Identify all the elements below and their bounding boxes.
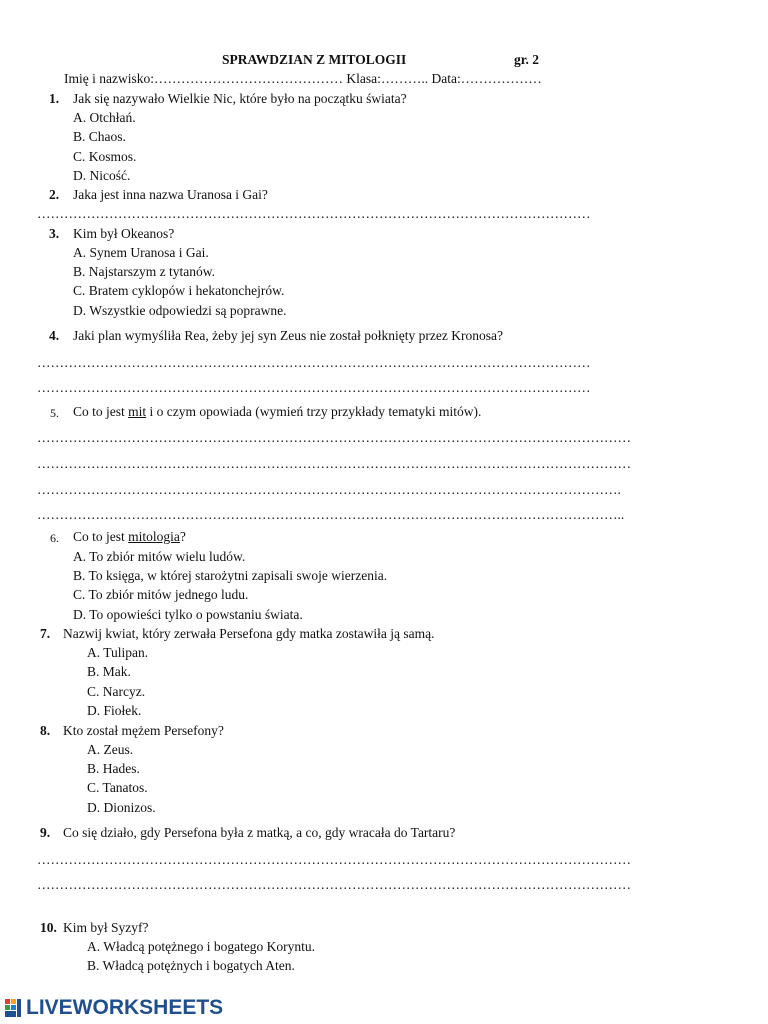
q1-option-b: B. Chaos. [73,129,126,144]
q8-option-c: C. Tanatos. [87,780,148,795]
answer-line: …………………………………………………………………………………………………………………… [37,430,631,445]
question-1-text: Jak się nazywało Wielkie Nic, które było na początku świata? [73,91,407,106]
question-number: 4. [49,328,60,343]
question-number: 1. [49,91,60,106]
liveworksheets-logo[interactable] [4,995,223,1021]
question-number: 8. [40,723,51,738]
question-3-text: Kim był Okeanos? [73,226,175,241]
answer-line: …………………………………………………………………………………………………………… [37,380,591,395]
q8-option-a: A. Zeus. [87,742,134,757]
answer-line: …………………………………………………………………………………………………………………… [37,456,631,471]
question-number: 2. [49,187,60,202]
question-number: 5. [50,406,59,420]
question-number: 3. [49,226,60,241]
question-9-text: Co się działo, gdy Persefona była z matką, a co, gdy wracała do Tartaru? [63,825,456,840]
question-6-text: Co to jest mitologia? [73,529,186,544]
logo-text: LIVEWORKSHEETS [26,996,224,1019]
question-number: 7. [40,626,51,641]
question-number: 9. [40,825,51,840]
question-number: 6. [50,531,59,545]
q6-option-c: C. To zbiór mitów jednego ludu. [73,587,249,602]
q3-option-d: D. Wszystkie odpowiedzi są poprawne. [73,303,287,318]
answer-line: ………………………………………………………………………………………………………………….. [37,507,625,522]
q3-option-a: A. Synem Uranosa i Gai. [73,245,209,260]
q10-option-b: B. Władcą potężnych i bogatych Aten. [87,958,295,973]
q1-option-d: D. Nicość. [73,168,131,183]
answer-line: …………………………………………………………………………………………………………………… [37,852,631,867]
term-underlined: mitologia [128,529,180,544]
q7-option-b: B. Mak. [87,664,131,679]
answer-line: …………………………………………………………………………………………………………… [37,206,591,221]
page-title: SPRAWDZIAN Z MITOLOGII [222,52,407,67]
question-2-text: Jaka jest inna nazwa Uranosa i Gai? [73,187,268,202]
q6-option-b: B. To księga, w której starożytni zapisali swoje wierzenia. [73,568,388,583]
q6-option-a: A. To zbiór mitów wielu ludów. [73,549,246,564]
q6-option-d: D. To opowieści tylko o powstaniu świata. [73,607,303,622]
q3-option-c: C. Bratem cyklopów i hekatonchejrów. [73,283,285,298]
q10-option-a: A. Władcą potężnego i bogatego Koryntu. [87,939,316,954]
question-5-text: Co to jest mit i o czym opowiada (wymień trzy przykłady tematyki mitów). [73,404,482,419]
question-7-text: Nazwij kwiat, który zerwała Persefona gdy matka zostawiła ją samą. [63,626,435,641]
answer-line: …………………………………………………………………………………………………………………… [37,877,631,892]
q8-option-b: B. Hades. [87,761,140,776]
student-info-fields: Imię i nazwisko:…………………………………… Klasa:……….. Data:……………… [64,71,542,86]
question-number: 10. [40,920,57,935]
q7-option-a: A. Tulipan. [87,645,149,660]
liveworksheets-logo-icon [4,997,24,1019]
question-8-text: Kto został mężem Persefony? [63,723,224,738]
question-4-text: Jaki plan wymyśliła Rea, żeby jej syn Zeus nie został połknięty przez Kronosa? [73,328,504,343]
q3-option-b: B. Najstarszym z tytanów. [73,264,215,279]
question-10-text: Kim był Syzyf? [63,920,149,935]
term-underlined: mit [128,404,147,419]
q1-option-c: C. Kosmos. [73,149,137,164]
answer-line: …………………………………………………………………………………………………………………. [37,482,621,497]
group-label: gr. 2 [514,52,540,67]
q7-option-c: C. Narcyz. [87,684,146,699]
q8-option-d: D. Dionizos. [87,800,156,815]
q1-option-a: A. Otchłań. [73,110,136,125]
answer-line: …………………………………………………………………………………………………………… [37,355,591,370]
q7-option-d: D. Fiołek. [87,703,142,718]
